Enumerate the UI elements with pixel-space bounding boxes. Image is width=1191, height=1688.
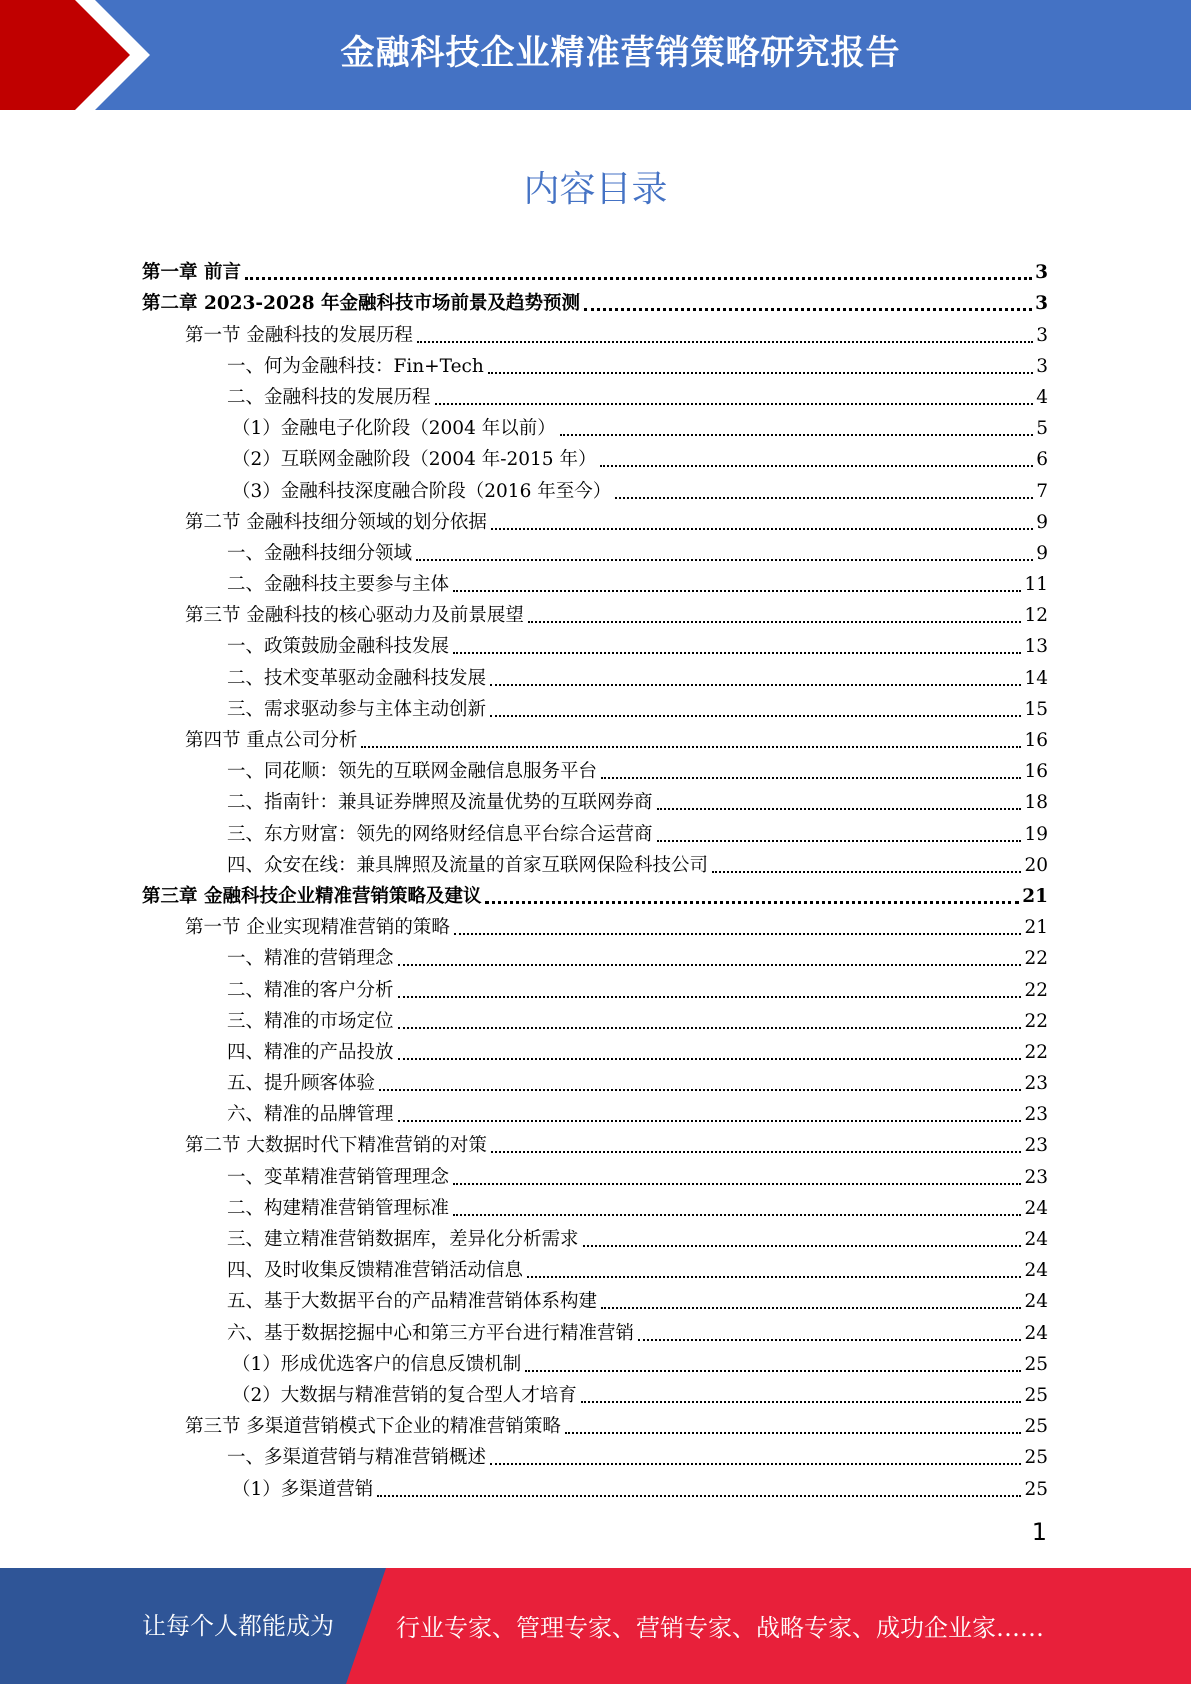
- toc-entry-page: 3: [1036, 324, 1048, 346]
- toc-entry-page: 16: [1024, 730, 1048, 751]
- toc-entry-text: （1）形成优选客户的信息反馈机制: [232, 1353, 522, 1375]
- toc-entry[interactable]: [142, 1315, 1048, 1346]
- toc-leader-dots: [398, 964, 1022, 966]
- toc-entry-text: 二、金融科技主要参与主体: [227, 574, 450, 596]
- toc-entry-text: 一、金融科技细分领域: [227, 542, 413, 564]
- toc-leader-dots: [490, 715, 1021, 717]
- toc-entry-text: 六、基于数据挖掘中心和第三方平台进行精准营销: [227, 1322, 635, 1344]
- toc-entry[interactable]: [142, 692, 1048, 723]
- toc-entry-page: 25: [1024, 1478, 1048, 1500]
- toc-entry-text: 三、建立精准营销数据库，差异化分析需求: [227, 1229, 579, 1250]
- toc-leader-dots: [491, 1151, 1022, 1153]
- footer-slogan-right: 行业专家、管理专家、营销专家、战略专家、成功企业家……: [396, 1614, 1044, 1642]
- toc-entry-text: 第二节 金融科技细分领域的划分依据: [185, 511, 487, 533]
- toc-entry[interactable]: [142, 286, 1048, 317]
- toc-entry[interactable]: [142, 785, 1048, 816]
- toc-leader-dots: [565, 1432, 1022, 1434]
- page-number: 1: [1031, 1518, 1047, 1546]
- toc-entry-page: 22: [1024, 1010, 1048, 1032]
- toc-leader-dots: [601, 777, 1021, 779]
- toc-entry-text: 三、精准的市场定位: [227, 1010, 394, 1032]
- toc-entry-text: 一、多渠道营销与精准营销概述: [227, 1447, 487, 1469]
- toc-entry[interactable]: [142, 629, 1048, 660]
- toc-entry-page: 22: [1024, 979, 1048, 1001]
- toc-entry-text: 二、指南针：兼具证券牌照及流量优势的互联网券商: [227, 792, 653, 814]
- toc-entry-page: 11: [1024, 574, 1048, 596]
- toc-entry[interactable]: [142, 1004, 1048, 1035]
- report-footer: [0, 1568, 1191, 1684]
- toc-entry-text: 第三章 金融科技企业精准营销策略及建议: [142, 885, 482, 907]
- toc-leader-dots: [490, 1463, 1021, 1465]
- toc-entry-page: 14: [1024, 667, 1048, 689]
- toc-entry-text: 二、技术变革驱动金融科技发展: [227, 667, 487, 689]
- toc-entry-page: 24: [1024, 1291, 1048, 1313]
- toc-entry-page: 25: [1024, 1416, 1048, 1438]
- toc-leader-dots: [527, 1276, 1021, 1278]
- toc-entry-text: 四、及时收集反馈精准营销活动信息: [227, 1260, 524, 1282]
- footer-slogan-left: 让每个人都能成为: [142, 1612, 334, 1640]
- toc-leader-dots: [454, 933, 1022, 935]
- toc-entry-text: 一、同花顺：领先的互联网金融信息服务平台: [227, 761, 598, 783]
- toc-entry-page: 16: [1024, 761, 1048, 783]
- toc-leader-dots: [491, 528, 1033, 530]
- toc-entry[interactable]: [142, 910, 1048, 941]
- toc-entry-page: 25: [1024, 1384, 1048, 1406]
- toc-entry-page: 9: [1036, 511, 1048, 533]
- toc-entry[interactable]: [142, 972, 1048, 1003]
- toc-entry-page: 23: [1024, 1073, 1048, 1095]
- toc-leader-dots: [417, 341, 1033, 343]
- toc-entry[interactable]: [142, 1378, 1048, 1409]
- toc-entry[interactable]: [142, 1284, 1048, 1315]
- toc-entry-text: （1）金融电子化阶段（2004 年以前）: [232, 418, 556, 440]
- toc-entry[interactable]: [142, 1128, 1048, 1159]
- toc-entry-text: 三、东方财富：领先的网络财经信息平台综合运营商: [227, 823, 653, 845]
- toc-entry-text: 第二章 2023-2028 年金融科技市场前景及趋势预测: [142, 293, 581, 315]
- toc-leader-dots: [490, 684, 1021, 686]
- toc-entry-page: 24: [1024, 1229, 1048, 1250]
- toc-entry-page: 3: [1035, 293, 1048, 315]
- toc-leader-dots: [453, 590, 1021, 592]
- toc-entry[interactable]: [142, 1159, 1048, 1190]
- toc-entry-text: 一、政策鼓励金融科技发展: [227, 636, 450, 658]
- toc-entry[interactable]: [142, 1066, 1048, 1097]
- toc-entry-page: 25: [1024, 1353, 1048, 1375]
- toc-entry-page: 24: [1024, 1197, 1048, 1219]
- toc-leader-dots: [581, 1401, 1022, 1403]
- toc-leader-dots: [453, 652, 1021, 654]
- report-title: 金融科技企业精准营销策略研究报告: [340, 33, 901, 73]
- toc-entry-page: 21: [1024, 917, 1048, 939]
- toc-entry-page: 7: [1036, 480, 1048, 502]
- toc-entry-page: 23: [1024, 1135, 1048, 1157]
- toc-entry-page: 12: [1024, 605, 1048, 627]
- toc-entry-text: 二、精准的客户分析: [227, 979, 394, 1001]
- toc-entry-page: 9: [1036, 542, 1048, 564]
- toc-entry-text: 六、精准的品牌管理: [227, 1104, 394, 1126]
- toc-entry-text: （2）大数据与精准营销的复合型人才培育: [232, 1384, 577, 1406]
- toc-entry[interactable]: [142, 442, 1048, 473]
- toc-entry[interactable]: [142, 1471, 1048, 1502]
- toc-entry-page: 23: [1024, 1104, 1048, 1126]
- table-of-contents: [142, 255, 1048, 1503]
- toc-entry-text: 四、精准的产品投放: [227, 1041, 394, 1063]
- toc-entry-page: 22: [1024, 1041, 1048, 1063]
- toc-entry-page: 25: [1024, 1447, 1048, 1469]
- toc-entry-text: 五、基于大数据平台的产品精准营销体系构建: [227, 1291, 598, 1313]
- toc-entry-text: （1）多渠道营销: [232, 1478, 374, 1500]
- toc-leader-dots: [453, 1183, 1021, 1185]
- toc-entry-page: 23: [1024, 1166, 1048, 1188]
- toc-entry[interactable]: [142, 1347, 1048, 1378]
- toc-entry-page: 24: [1024, 1322, 1048, 1344]
- toc-leader-dots: [528, 621, 1022, 623]
- toc-entry-text: 一、何为金融科技：Fin+Tech: [227, 355, 484, 377]
- toc-leader-dots: [657, 808, 1022, 810]
- toc-leader-dots: [485, 901, 1019, 904]
- toc-entry-text: 二、金融科技的发展历程: [227, 386, 431, 408]
- toc-leader-dots: [560, 434, 1033, 436]
- toc-entry-page: 22: [1024, 948, 1048, 970]
- toc-entry-text: 三、需求驱动参与主体主动创新: [227, 698, 487, 720]
- toc-leader-dots: [398, 1027, 1022, 1029]
- toc-entry[interactable]: [142, 1191, 1048, 1222]
- toc-leader-dots: [379, 1089, 1021, 1091]
- toc-entry[interactable]: [142, 1409, 1048, 1440]
- toc-entry[interactable]: [142, 349, 1048, 380]
- toc-entry-page: 21: [1022, 885, 1048, 907]
- toc-leader-dots: [584, 308, 1032, 311]
- toc-entry-text: 第三节 金融科技的核心驱动力及前景展望: [185, 605, 524, 627]
- toc-entry[interactable]: [142, 723, 1048, 754]
- toc-leader-dots: [398, 996, 1022, 998]
- toc-leader-dots: [600, 465, 1033, 467]
- toc-heading: 内容目录: [523, 169, 668, 210]
- toc-entry-page: 4: [1036, 386, 1048, 408]
- toc-leader-dots: [615, 497, 1033, 499]
- toc-entry-text: 第一节 金融科技的发展历程: [185, 324, 413, 346]
- toc-entry[interactable]: [142, 505, 1048, 536]
- toc-entry-text: 五、提升顾客体验: [227, 1073, 376, 1095]
- toc-entry-text: 二、构建精准营销管理标准: [227, 1197, 450, 1219]
- toc-entry[interactable]: [142, 848, 1048, 879]
- toc-entry-text: 一、精准的营销理念: [227, 948, 394, 970]
- toc-leader-dots: [525, 1370, 1021, 1372]
- toc-entry-page: 15: [1024, 698, 1048, 720]
- toc-leader-dots: [657, 840, 1022, 842]
- toc-leader-dots: [361, 746, 1021, 748]
- toc-entry-text: （3）金融科技深度融合阶段（2016 年至今）: [232, 480, 612, 502]
- toc-entry[interactable]: [142, 380, 1048, 411]
- toc-entry[interactable]: [142, 317, 1048, 348]
- toc-entry-text: 一、变革精准营销管理理念: [227, 1166, 450, 1188]
- toc-entry-text: 第一节 企业实现精准营销的策略: [185, 917, 450, 939]
- toc-leader-dots: [416, 559, 1033, 561]
- toc-leader-dots: [377, 1495, 1021, 1497]
- toc-entry-text: （2）互联网金融阶段（2004 年-2015 年）: [232, 449, 597, 471]
- toc-entry-page: 3: [1035, 262, 1048, 284]
- toc-entry[interactable]: [142, 941, 1048, 972]
- toc-entry[interactable]: [142, 816, 1048, 847]
- toc-entry[interactable]: [142, 1035, 1048, 1066]
- toc-entry-text: 第四节 重点公司分析: [185, 730, 358, 751]
- toc-leader-dots: [601, 1307, 1021, 1309]
- toc-leader-dots: [245, 277, 1032, 280]
- toc-entry[interactable]: [142, 598, 1048, 629]
- toc-entry[interactable]: [142, 1253, 1048, 1284]
- toc-entry-text: 四、众安在线：兼具牌照及流量的首家互联网保险科技公司: [227, 854, 709, 876]
- toc-leader-dots: [638, 1339, 1021, 1341]
- toc-entry[interactable]: [142, 1440, 1048, 1471]
- toc-entry[interactable]: [142, 473, 1048, 504]
- toc-entry-text: 第二节 大数据时代下精准营销的对策: [185, 1135, 487, 1157]
- toc-entry[interactable]: [142, 879, 1048, 910]
- toc-leader-dots: [398, 1058, 1022, 1060]
- toc-entry[interactable]: [142, 255, 1048, 286]
- toc-entry-text: 第三节 多渠道营销模式下企业的精准营销策略: [185, 1416, 561, 1438]
- report-header: [0, 0, 1191, 110]
- toc-entry-page: 3: [1036, 355, 1048, 377]
- toc-entry-page: 19: [1024, 823, 1048, 845]
- toc-leader-dots: [398, 1120, 1022, 1122]
- toc-entry-page: 5: [1036, 418, 1048, 440]
- toc-leader-dots: [712, 871, 1021, 873]
- toc-entry-text: 第一章 前言: [142, 262, 241, 284]
- toc-leader-dots: [488, 372, 1033, 374]
- toc-entry-page: 13: [1024, 636, 1048, 658]
- toc-leader-dots: [435, 403, 1034, 405]
- toc-leader-dots: [453, 1214, 1021, 1216]
- toc-entry[interactable]: [142, 660, 1048, 691]
- toc-entry-page: 6: [1036, 449, 1048, 471]
- toc-leader-dots: [583, 1245, 1022, 1247]
- toc-entry[interactable]: [142, 536, 1048, 567]
- toc-entry[interactable]: [142, 1222, 1048, 1253]
- toc-entry[interactable]: [142, 411, 1048, 442]
- toc-entry-page: 20: [1024, 854, 1048, 876]
- toc-entry[interactable]: [142, 567, 1048, 598]
- toc-entry[interactable]: [142, 754, 1048, 785]
- toc-entry-page: 18: [1024, 792, 1048, 814]
- toc-entry-page: 24: [1024, 1260, 1048, 1282]
- toc-entry[interactable]: [142, 1097, 1048, 1128]
